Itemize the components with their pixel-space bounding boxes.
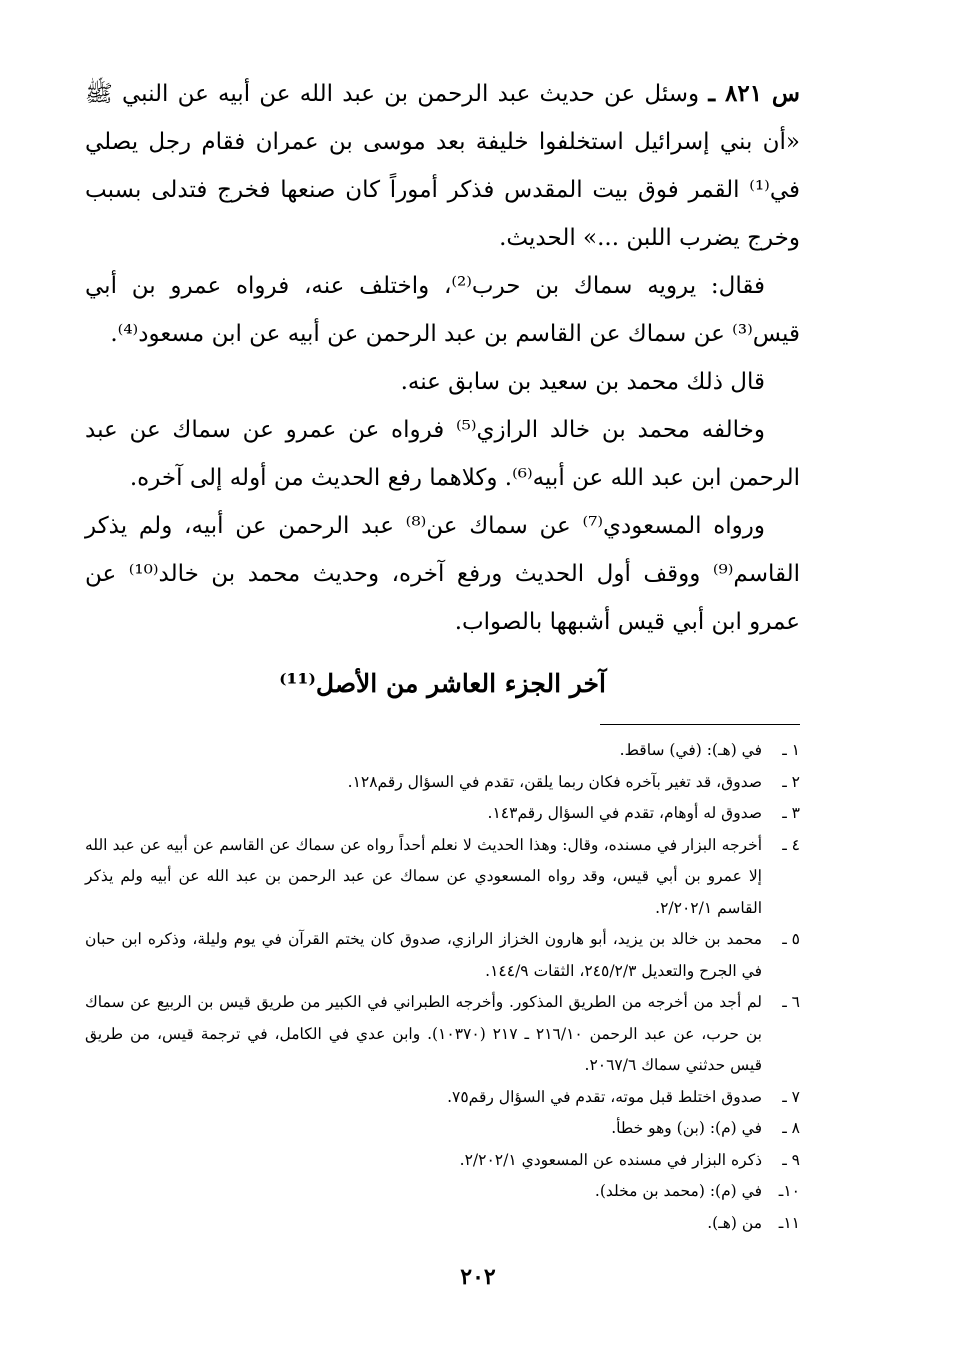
footnote: [85, 1208, 800, 1240]
footnote-number: ١٠ـ: [778, 1182, 800, 1200]
footnote-number: ٤ ـ: [782, 835, 800, 854]
footnote-number: ١١ـ: [778, 1213, 800, 1232]
question-text: وسئل عن حديث عبد الرحمن بن عبد الله عن أبيه عن النبي ﷺ «أن بني إسرائيل استخلفوا خليفة بعد موسى بن عمران فقام رجل يصلي في⁽¹⁾ القمر فوق بيت المقدس فذكر أموراً كان صنعها فخرج فتدلى بسبب وخرج يضرب اللبن ...» الحديث.: [85, 81, 800, 251]
answer-paragraph: قال ذلك محمد بن سعيد بن سابق عنه.: [400, 369, 765, 395]
footnote-text: صدوق، قد تغير بآخره فكان ربما يلقن، تقدم في السؤال رقم١٢٨.: [347, 772, 762, 791]
footnote-number: ٣ ـ: [782, 804, 800, 822]
answer-paragraph: وخالفه محمد بن خالد الرازي⁽⁵⁾ فرواه عن عمرو عن سماك عن عبد الرحمن ابن عبد الله عن أبيه⁽⁶⁾. وكلاهما رفع الحديث من أوله إلى آخره.: [85, 417, 800, 491]
footnote-text: في (هـ): (في) ساقط.: [619, 741, 762, 759]
footnote: [85, 1113, 800, 1145]
footnote-text: أخرجه البزار في مسنده، وقال: وهذا الحديث لا نعلم أحداً رواه عن سماك عن القاسم عن أبيه عن عبد الله إلا عمرو بن أبي قيس، وقد رواه المسعودي عن سماك عن عبد الرحمن بن عبد الله عن أبيه ولم يذكر القاسم ٢/٢٠٢/١.: [85, 835, 762, 917]
footnote-text: ذكره البزار في مسنده عن المسعودي ٢/٢٠٢/١.: [459, 1150, 762, 1169]
footnote-number: ٢ ـ: [782, 772, 800, 791]
footnote-text: في (م): (محمد بن مخلد).: [594, 1182, 762, 1200]
footnote-number: ٥ ـ: [782, 930, 800, 948]
section-heading: آخر الجزء العاشر من الأصل⁽¹¹⁾: [279, 669, 606, 698]
footnote: [85, 924, 800, 987]
footnote: [85, 1176, 800, 1208]
footnote-text: صدوق اختلط قبل موته، تقدم في السؤال رقم٧٥.: [447, 1087, 762, 1106]
footnote-number: ٧ ـ: [782, 1087, 800, 1106]
footnote-number: ٨ ـ: [782, 1119, 800, 1137]
footnote-text: من (هـ).: [707, 1213, 762, 1232]
footnotes: [85, 735, 800, 1239]
footnote-text: في (م): (بن) وهو خطأ.: [611, 1119, 762, 1137]
footnote: [85, 1145, 800, 1177]
footnote-number: ١ ـ: [782, 741, 800, 759]
footnote: [85, 987, 800, 1082]
footnote-divider: [600, 724, 800, 725]
main-text: [85, 70, 800, 646]
footnote: [85, 767, 800, 799]
footnote-number: ٦ ـ: [782, 993, 800, 1011]
answer-paragraph: فقال: يرويه سماك بن حرب⁽²⁾، واختلف عنه، فرواه عمرو بن أبي قيس⁽³⁾ عن سماك عن القاسم بن عبد الرحمن عن أبيه عن ابن مسعود⁽⁴⁾.: [85, 273, 800, 347]
footnote: [85, 735, 800, 767]
footnote-number: ٩ ـ: [782, 1150, 800, 1169]
question-number: س ٨٢١ ـ: [708, 80, 801, 107]
footnote-text: محمد بن خالد بن يزيد، أبو هارون الخزاز الرازي، صدوق كان يختم القرآن في يوم وليلة، وذكره ابن حبان في الجرح والتعديل ٢٤٥/٢/٣، الثقات ١٤٤/٩.: [85, 930, 762, 980]
question-paragraph: [85, 70, 800, 262]
footnote-text: صدوق له أوهام، تقدم في السؤال رقم١٤٣.: [487, 804, 762, 822]
footnote: [85, 830, 800, 925]
footnote-text: لم أجد من أخرجه من الطريق المذكور. وأخرجه الطبراني في الكبير من طريق قيس بن الربيع عن سماك بن حرب، عن عبد الرحمن ٢١٦/١٠ ـ ٢١٧ (١٠٣٧٠). وابن عدي في الكامل، في ترجمة قيس، من طريق قيس حدثني سماك ٢٠٦٧/٦.: [85, 993, 762, 1074]
footnote: [85, 1082, 800, 1114]
footnote: [85, 798, 800, 830]
book-page: [85, 70, 800, 1360]
page-number: ٢٠٢: [460, 1264, 496, 1290]
answer-paragraph: ورواه المسعودي⁽⁷⁾ عن سماك عن⁽⁸⁾ عبد الرحمن عن أبيه، ولم يذكر القاسم⁽⁹⁾ ووقف أول الحديث ورفع آخره، وحديث محمد بن خالد⁽¹⁰⁾ عن عمرو ابن أبي قيس أشبهها بالصواب.: [85, 513, 801, 635]
